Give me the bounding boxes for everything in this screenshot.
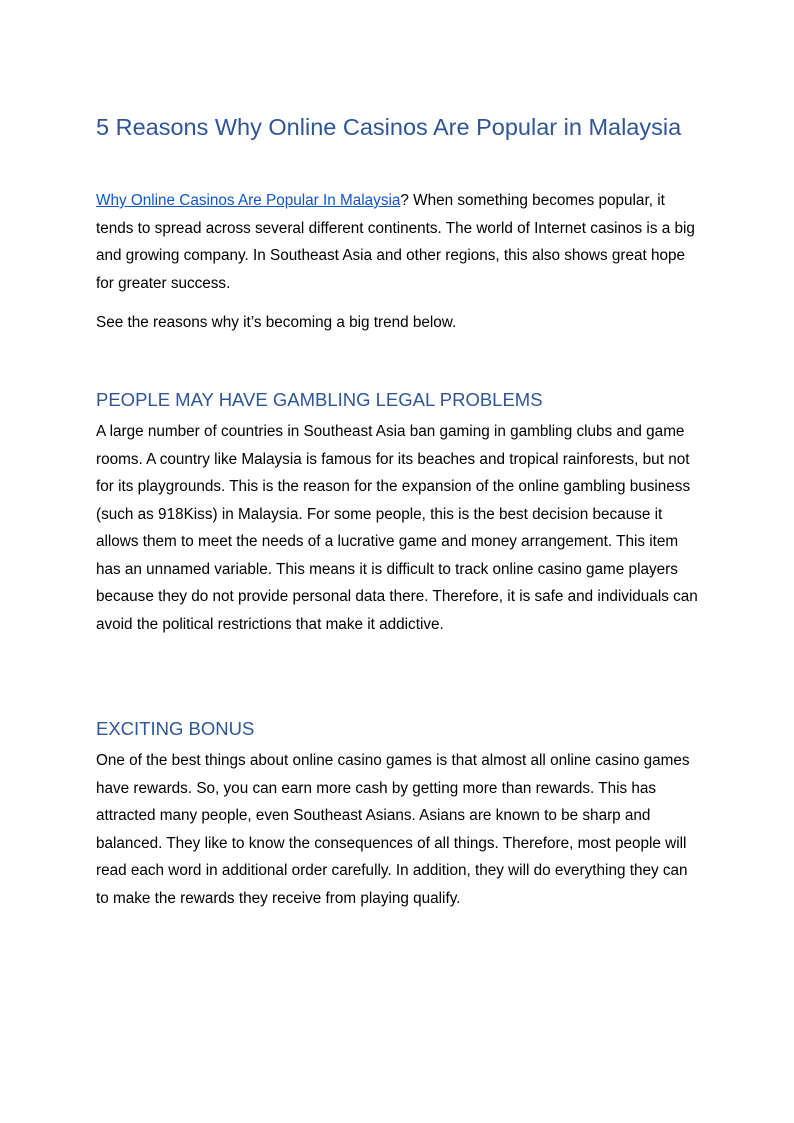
section-body-legal-problems: A large number of countries in Southeast Asia ban gaming in gambling clubs and game rooms. A country like Malaysia is famous for its beaches and tropical rainforests, but not for its playgrounds. This is the reason for the expansion of the online gambling business (such as 918Kiss) in Malaysia. For some people, this is the best decision because it allows them to meet the needs of a lucrative game and money arrangement. This item has an unnamed variable. This means it is difficult to track online casino game players because they do not provide personal data there. Therefore, it is safe and individuals can avoid the political restrictions that make it addictive.: [96, 423, 698, 633]
intro-paragraph: [96, 187, 700, 297]
section-heading-exciting-bonus: EXCITING BONUS: [96, 718, 255, 739]
section-body-exciting-bonus: One of the best things about online casino games is that almost all online casino games have rewards. So, you can earn more cash by getting more than rewards. This has attracted many people, even Southeast Asians. Asians are known to be sharp and balanced. They like to know the consequences of all things. Therefore, most people will read each word in additional order carefully. In addition, they will do everything they can to make the rewards they receive from playing qualify.: [96, 752, 690, 907]
page-title: 5 Reasons Why Online Casinos Are Popular in Malaysia: [96, 114, 682, 140]
section-heading-legal-problems: PEOPLE MAY HAVE GAMBLING LEGAL PROBLEMS: [96, 389, 543, 410]
intro-text: ? When something becomes popular, it tends to spread across several different continents. The world of Internet casinos is a big and growing company. In Southeast Asia and other regions, this also shows great hope for greater success.: [96, 192, 695, 292]
see-reasons-paragraph: See the reasons why it’s becoming a big trend below.: [96, 314, 457, 331]
intro-link[interactable]: Why Online Casinos Are Popular In Malaysia: [96, 192, 401, 209]
